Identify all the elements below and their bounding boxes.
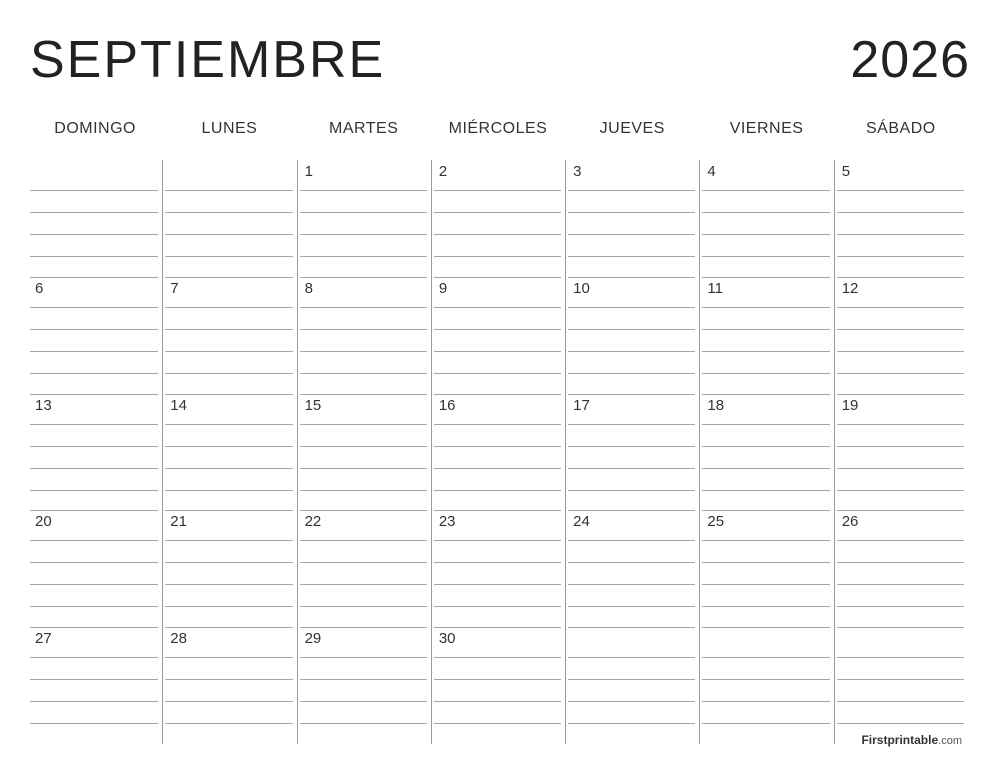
day-number: 17 [573, 396, 590, 414]
writing-line [30, 490, 158, 491]
writing-line [837, 373, 964, 374]
writing-line [434, 329, 561, 330]
writing-line [30, 701, 158, 702]
week-divider [702, 510, 829, 511]
writing-line [702, 490, 829, 491]
day-number: 24 [573, 513, 590, 531]
day-number: 2 [438, 163, 448, 180]
writing-line [300, 234, 427, 235]
writing-line [702, 562, 829, 563]
writing-line [702, 329, 829, 330]
writing-line [837, 490, 964, 491]
day-number: 9 [438, 279, 448, 297]
writing-line [568, 373, 695, 374]
week-divider [837, 510, 964, 511]
writing-line [30, 424, 158, 425]
day-number: 3 [573, 163, 582, 180]
day-cell [297, 277, 431, 394]
writing-line [434, 424, 561, 425]
writing-line [30, 723, 158, 724]
day-number: 12 [841, 279, 859, 297]
day-number: 27 [35, 630, 52, 648]
day-cell [297, 510, 431, 627]
day-cell [565, 277, 699, 394]
writing-line [702, 307, 829, 308]
writing-line [568, 540, 695, 541]
day-cell [834, 160, 968, 277]
writing-line [837, 723, 964, 724]
writing-line [568, 351, 695, 352]
day-number: 30 [438, 630, 456, 648]
day-cell [699, 160, 833, 277]
writing-line [702, 212, 829, 213]
writing-line [702, 679, 829, 680]
week-divider [837, 394, 964, 395]
writing-line [568, 212, 695, 213]
day-number: 11 [707, 279, 723, 297]
day-number: 14 [170, 396, 187, 414]
day-cell [162, 510, 296, 627]
writing-line [165, 212, 292, 213]
week-divider [702, 277, 829, 278]
writing-line [702, 723, 829, 724]
week-divider [165, 394, 292, 395]
day-cell [431, 627, 565, 744]
writing-line [568, 468, 695, 469]
writing-line [434, 212, 561, 213]
day-cell [162, 277, 296, 394]
writing-line [300, 723, 427, 724]
writing-line [837, 234, 964, 235]
week-divider [434, 394, 561, 395]
writing-line [837, 307, 964, 308]
day-cell [431, 394, 565, 511]
week-divider [300, 510, 427, 511]
writing-line [300, 584, 427, 585]
day-number: 8 [304, 279, 313, 297]
writing-line [30, 584, 158, 585]
day-number: 10 [573, 279, 590, 297]
day-cell [28, 510, 162, 627]
writing-line [30, 562, 158, 563]
writing-line [568, 329, 695, 330]
writing-line [837, 606, 964, 607]
writing-line [434, 373, 561, 374]
week-divider [434, 277, 561, 278]
writing-line [702, 657, 829, 658]
day-number: 15 [304, 396, 322, 414]
day-number: 7 [170, 279, 179, 297]
writing-line [30, 468, 158, 469]
writing-line [165, 234, 292, 235]
writing-line [300, 373, 427, 374]
writing-line [568, 657, 695, 658]
week-divider [568, 277, 695, 278]
day-cell [699, 510, 833, 627]
writing-line [30, 679, 158, 680]
writing-line [300, 424, 427, 425]
week-divider [837, 627, 964, 628]
writing-line [300, 446, 427, 447]
writing-line [568, 234, 695, 235]
writing-line [30, 329, 158, 330]
week-divider [165, 277, 292, 278]
week-divider [300, 627, 427, 628]
writing-line [300, 468, 427, 469]
writing-line [300, 351, 427, 352]
writing-line [568, 562, 695, 563]
writing-line [434, 606, 561, 607]
week-divider [30, 510, 158, 511]
day-cell [162, 394, 296, 511]
day-cell [28, 394, 162, 511]
day-cell [297, 160, 431, 277]
writing-line [165, 606, 292, 607]
writing-line [165, 190, 292, 191]
weekday-jueves: JUEVES [599, 120, 665, 137]
day-cell [834, 627, 968, 744]
writing-line [434, 723, 561, 724]
day-number: 20 [35, 513, 52, 531]
writing-line [434, 584, 561, 585]
writing-line [165, 424, 292, 425]
writing-line [702, 446, 829, 447]
writing-line [568, 606, 695, 607]
writing-line [568, 701, 695, 702]
writing-line [837, 584, 964, 585]
writing-line [165, 446, 292, 447]
day-cell [699, 277, 833, 394]
day-number: 22 [304, 513, 322, 531]
writing-line [837, 562, 964, 563]
day-cell [565, 160, 699, 277]
weekday-miercoles: MIÉRCOLES [448, 120, 548, 137]
day-cell [431, 160, 565, 277]
writing-line [300, 490, 427, 491]
writing-line [568, 679, 695, 680]
writing-line [434, 657, 561, 658]
writing-line [702, 190, 829, 191]
writing-line [30, 373, 158, 374]
writing-line [165, 540, 292, 541]
day-cell [28, 277, 162, 394]
writing-line [837, 256, 964, 257]
day-number: 26 [841, 513, 859, 531]
calendar-grid [28, 160, 968, 744]
day-number: 13 [35, 396, 52, 414]
writing-line [165, 468, 292, 469]
weekday-lunes: LUNES [201, 120, 258, 137]
day-cell [834, 510, 968, 627]
weekday-header-row [28, 117, 968, 141]
writing-line [165, 490, 292, 491]
weekday-viernes: VIERNES [729, 120, 804, 137]
writing-line [165, 679, 292, 680]
day-number: 6 [35, 279, 44, 297]
writing-line [837, 424, 964, 425]
writing-line [165, 373, 292, 374]
day-number: 1 [304, 163, 313, 180]
month-title: SEPTIEMBRE [30, 31, 386, 89]
brand-logo [861, 733, 962, 747]
writing-line [568, 256, 695, 257]
writing-line [434, 234, 561, 235]
week-divider [702, 394, 829, 395]
week-divider [568, 510, 695, 511]
week-divider [300, 277, 427, 278]
writing-line [165, 351, 292, 352]
week-divider [30, 627, 158, 628]
week-divider [300, 394, 427, 395]
writing-line [165, 584, 292, 585]
writing-line [300, 329, 427, 330]
day-cell [699, 394, 833, 511]
day-number: 18 [707, 396, 725, 414]
writing-line [300, 540, 427, 541]
writing-line [837, 540, 964, 541]
day-cell [162, 627, 296, 744]
writing-line [30, 446, 158, 447]
day-number: 4 [707, 163, 716, 180]
day-cell [297, 627, 431, 744]
writing-line [837, 657, 964, 658]
writing-line [30, 212, 158, 213]
writing-line [30, 307, 158, 308]
day-number: 29 [304, 630, 322, 648]
writing-line [568, 446, 695, 447]
writing-line [702, 584, 829, 585]
day-cell [297, 394, 431, 511]
writing-line [568, 723, 695, 724]
day-number: 21 [170, 513, 187, 531]
writing-line [837, 468, 964, 469]
writing-line [702, 373, 829, 374]
writing-line [702, 351, 829, 352]
writing-line [300, 256, 427, 257]
writing-line [30, 540, 158, 541]
writing-line [434, 256, 561, 257]
writing-line [165, 723, 292, 724]
writing-line [300, 657, 427, 658]
writing-line [30, 256, 158, 257]
writing-line [434, 701, 561, 702]
writing-line [30, 234, 158, 235]
writing-line [434, 562, 561, 563]
week-divider [30, 277, 158, 278]
writing-line [30, 351, 158, 352]
week-divider [434, 627, 561, 628]
writing-line [702, 424, 829, 425]
week-divider [568, 394, 695, 395]
writing-line [702, 234, 829, 235]
week-divider [434, 510, 561, 511]
writing-line [300, 562, 427, 563]
writing-line [300, 606, 427, 607]
writing-line [702, 606, 829, 607]
writing-line [837, 679, 964, 680]
writing-line [300, 679, 427, 680]
writing-line [837, 212, 964, 213]
writing-line [568, 307, 695, 308]
writing-line [300, 212, 427, 213]
brand-name: Firstprintable [861, 733, 939, 747]
week-divider [702, 627, 829, 628]
day-cell [28, 160, 162, 277]
writing-line [30, 606, 158, 607]
writing-line [837, 446, 964, 447]
week-divider [165, 627, 292, 628]
writing-line [30, 190, 158, 191]
day-cell [565, 510, 699, 627]
day-cell [834, 394, 968, 511]
writing-line [702, 256, 829, 257]
writing-line [30, 657, 158, 658]
writing-line [434, 540, 561, 541]
brand-suffix: .com [938, 735, 962, 747]
day-cell [162, 160, 296, 277]
writing-line [165, 562, 292, 563]
day-number: 5 [841, 163, 851, 180]
day-cell [565, 627, 699, 744]
day-cell [565, 394, 699, 511]
day-number: 16 [438, 396, 456, 414]
writing-line [434, 679, 561, 680]
writing-line [434, 190, 561, 191]
writing-line [837, 190, 964, 191]
day-number: 28 [170, 630, 187, 648]
writing-line [165, 307, 292, 308]
writing-line [568, 190, 695, 191]
writing-line [434, 468, 561, 469]
writing-line [568, 584, 695, 585]
writing-line [165, 256, 292, 257]
week-divider [837, 277, 964, 278]
day-cell [431, 510, 565, 627]
weekday-sabado: SÁBADO [866, 120, 936, 137]
writing-line [434, 446, 561, 447]
writing-line [837, 351, 964, 352]
writing-line [165, 329, 292, 330]
writing-line [702, 468, 829, 469]
weekday-domingo: DOMINGO [54, 120, 136, 137]
day-cell [699, 627, 833, 744]
week-divider [568, 627, 695, 628]
day-cell [28, 627, 162, 744]
writing-line [165, 701, 292, 702]
writing-line [568, 424, 695, 425]
writing-line [702, 540, 829, 541]
weekday-martes: MARTES [329, 120, 399, 137]
writing-line [837, 701, 964, 702]
writing-line [165, 657, 292, 658]
day-number: 23 [438, 513, 456, 531]
writing-line [300, 701, 427, 702]
day-number: 25 [707, 513, 725, 531]
writing-line [837, 329, 964, 330]
writing-line [568, 490, 695, 491]
year-title: 2026 [850, 31, 970, 89]
writing-line [434, 490, 561, 491]
day-cell [834, 277, 968, 394]
writing-line [434, 307, 561, 308]
writing-line [702, 701, 829, 702]
writing-line [300, 307, 427, 308]
week-divider [165, 510, 292, 511]
day-cell [431, 277, 565, 394]
week-divider [30, 394, 158, 395]
day-number: 19 [841, 396, 859, 414]
writing-line [300, 190, 427, 191]
writing-line [434, 351, 561, 352]
